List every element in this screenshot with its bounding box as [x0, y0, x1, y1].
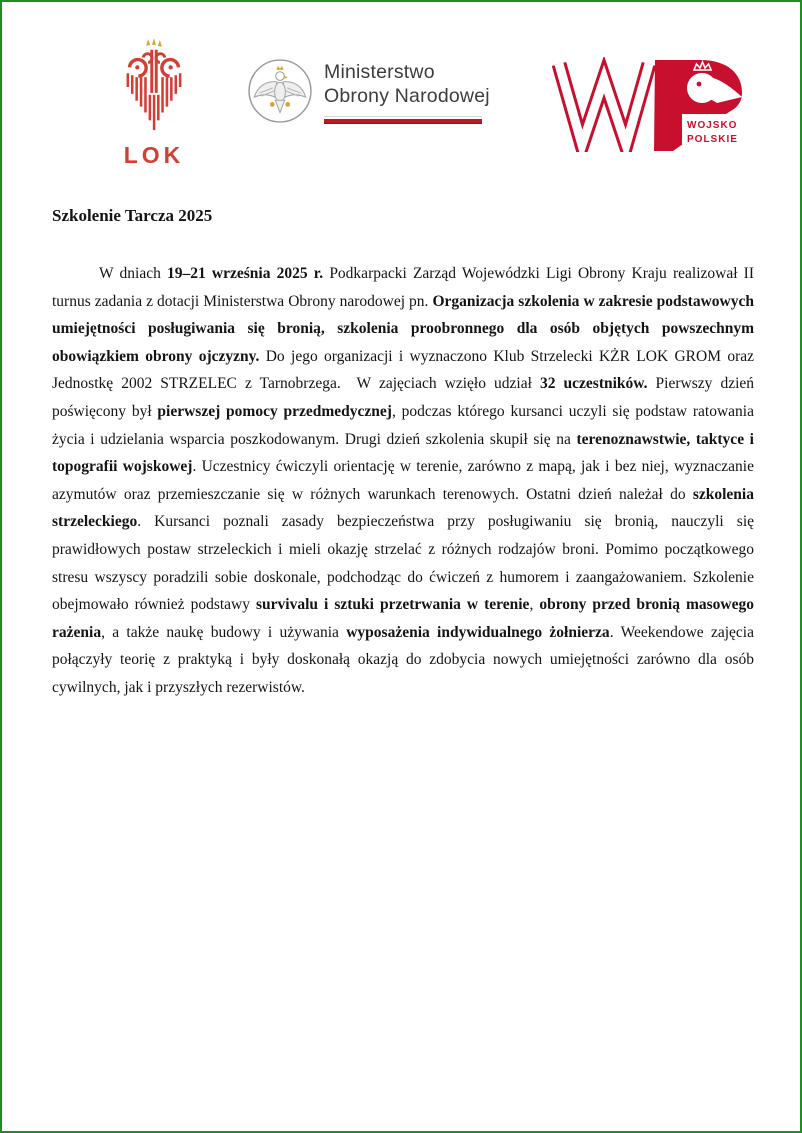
paragraph-segment: 32 uczestników.: [539, 375, 648, 393]
lok-logo: [112, 38, 196, 169]
paragraph-segment: . Uczestnicy ćwiczyli orientację w terenie, zarówno z mapą, jak i bez niej, wyznaczanie azymutów oraz przemieszczanie się w różnych warunkach terenowych. Ostatni dzień należał do: [52, 458, 754, 503]
paragraph-segment: Do jego organizacji i wyznaczono Klub Strzelecki KŻR LOK GROM oraz Jednostkę 2002 STRZELEC z Tarnobrzega. W zajęciach wzięło udział: [52, 347, 754, 393]
paragraph-segment: Organizacja szkolenia w zakresie podstawowych umiejętności posługiwania się bronią, szkolenia proobronnego dla osób objętych powszechnym obowiązkiem obrony ojczyzny.: [52, 292, 754, 365]
paragraph-segment: obrony przed bronią masowego rażenia: [52, 596, 754, 641]
mon-eagle-icon: [247, 58, 313, 124]
paragraph-segment: terenoznawstwie, taktyce i topografii wojskowej: [52, 430, 754, 476]
body-paragraph: [52, 260, 754, 702]
paragraph-segment: Podkarpacki Zarząd Wojewódzki Ligi Obrony Kraju realizował II turnus zadania z dotacji Ministerstwa Obrony narodowej pn.: [52, 265, 755, 310]
wp-logo: [551, 57, 743, 157]
mon-logo-line1: Ministerstwo: [324, 61, 435, 83]
paragraph-segment: ,: [529, 596, 540, 614]
wp-logo-line1: WOJSKO: [687, 120, 738, 131]
mon-logo-line2: Obrony Narodowej: [324, 84, 490, 107]
mon-flag-bar: [324, 116, 482, 124]
page-title: Szkolenie Tarcza 2025: [52, 206, 213, 225]
lok-eagle-icon: [114, 38, 194, 136]
paragraph-segment: , a także naukę budowy i używania: [101, 623, 347, 641]
paragraph-segment: , podczas którego kursanci uczyli się podstaw ratowania życia i udzielania wsparcia poszkodowanym. Drugi dzień szkolenia skupił się na: [52, 402, 754, 448]
paragraph-segment: wyposażenia indywidualnego żołnierza: [346, 623, 610, 641]
paragraph-segment: pierwszej pomocy przedmedycznej: [157, 402, 392, 420]
mon-logo: [247, 58, 490, 124]
paragraph-segment: szkolenia strzeleckiego: [52, 485, 754, 531]
paragraph-segment: 19–21 września 2025 r.: [167, 265, 330, 282]
paragraph-segment: . Kursanci poznali zasady bezpieczeństwa przy posługiwaniu się bronią, nauczyli się prawidłowych postaw strzeleckich i mieli okazję strzelać z różnych rodzajów broni. Pomimo początkowego stresu wszyscy poradzili sobie doskonale, podchodząc do ćwiczeń z humorem i zaangażowaniem. Szkolenie obejmowało również podstawy: [52, 513, 754, 614]
paragraph-segment: Pierwszy dzień poświęcony był: [52, 375, 755, 420]
paragraph-segment: survivalu i sztuki przetrwania w terenie: [256, 596, 530, 614]
mon-logo-text: [324, 61, 490, 108]
wp-logo-line2: POLSKIE: [687, 134, 738, 145]
lok-logo-label: LOK: [123, 142, 185, 168]
paragraph-segment: . Weekendowe zajęcia połączyły teorię z praktyką i były doskonałą okazją do zdobycia nowych umiejętności zarówno dla osób cywilnych, jak i przyszłych rezerwistów.: [52, 623, 754, 696]
wp-emblem-icon: [551, 57, 743, 152]
paragraph-segment: W dniach: [99, 265, 168, 282]
